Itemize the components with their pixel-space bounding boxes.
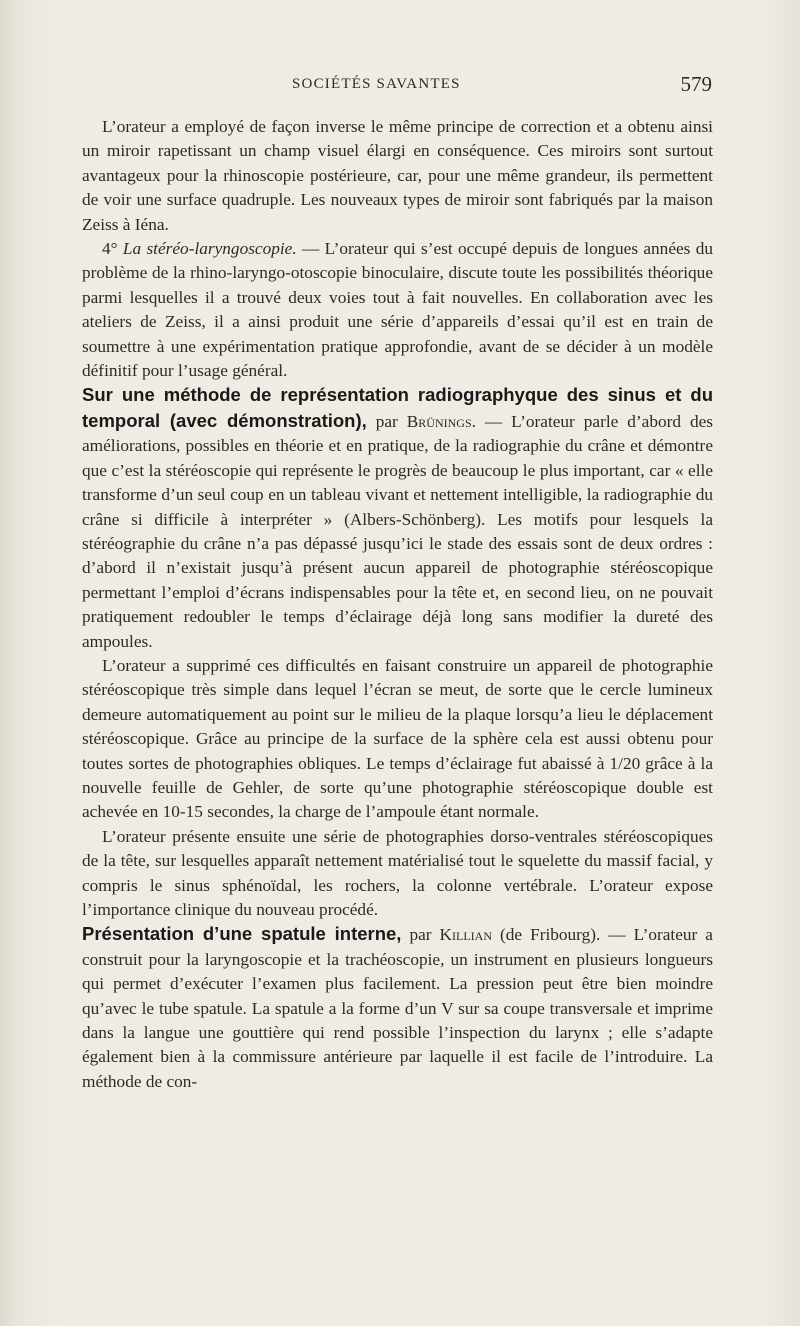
page-number: 579 bbox=[680, 72, 712, 96]
paragraph-stereo-laryngoscopy bbox=[82, 237, 713, 383]
paragraph-internal-spatula bbox=[82, 922, 713, 1094]
paragraph-radiography-method bbox=[82, 383, 713, 653]
item-number: 4° bbox=[102, 239, 118, 259]
par-word: par bbox=[366, 411, 407, 431]
paragraph-text: . — L’orateur parle d’abord des améliorations, possibles en théorie et en pratique, de la radiographie du crâne et démontre que c’est la stéréoscopie qui représente le progrès de beaucoup le plus important, car « elle transforme d’un seul coup en un tableau vivant et nettement intelligible, la radiographie du crâne si difficile à interpréter » (Albers-Schönberg). Les motifs pour lesquels la stéréographie du crâne n’a pas dépassé jusqu’ici le stade des essais sont de deux ordres : d’abord il n’existait jusqu’à présent aucun appareil de photographie stéréoscopique permettant l’emploi d’écrans indispensables pour la tête et, en second lieu, on ne pouvait pratiquement redoubler le temps d’éclairage déjà long sans modifier la dureté des ampoules. bbox=[82, 411, 713, 651]
paragraph-text: — L’orateur a construit pour la laryngoscopie et la trachéoscopie, un instrument en plusieurs longueurs qui permet d’exécuter l’examen plus facilement. La pression peut être bien moindre qu’avec le tube spatule. La spatule a la forme d’un V sur sa coupe transversale et imprime dans la langue une gouttière qui rend possible l’inspection du larynx ; elle s’adapte également bien à la commissure antérieure par laquelle il est facile de l’introduire. La méthode de con- bbox=[82, 925, 713, 1091]
section-heading-radiography: Sur une méthode de représentation radiographyque des sinus et du temporal (avec démonstration), bbox=[82, 384, 713, 431]
paragraph-dorso-ventral-photos: L’orateur présente ensuite une série de photographies dorso-ventrales stéréoscopiques de la tête, sur lesquelles apparaît nettement matérialisé tout le squelette du massif facial, y compris le sinus sphénoïdal, les rochers, la colonne vertébrale. L’orateur expose l’importance clinique du nouveau procédé. bbox=[82, 826, 713, 919]
paragraph-text: — L’orateur qui s’est occupé depuis de longues années du problème de la rhino-laryngo-otoscopie binoculaire, discute toute les possibilités théorique parmi lesquelles il a trouvé deux voies tout à fait nouvelles. En collaboration avec les ateliers de Zeiss, il a ainsi produit une série d’appareils d’essai qu’il est en train de soumettre à une expérimentation pratique approfondie, avant de se décider à un modèle définitif pour l’usage général. bbox=[82, 239, 713, 381]
page-body bbox=[82, 115, 713, 1094]
author-brunings: Brünings bbox=[406, 411, 472, 431]
paragraph-mirror-correction: L’orateur a employé de façon inverse le même principe de correction et a obtenu ainsi un miroir rapetissant un champ visuel élargi en conséquence. Ces miroirs sont surtout avantageux pour la rhinoscopie postérieure, car, pour une même grandeur, ils permettent de voir une surface quadruple. Les nouveaux types de miroir sont fabriqués par la maison Zeiss à Iéna. bbox=[82, 117, 713, 234]
author-killian: Killian bbox=[439, 925, 493, 945]
section-heading-spatula: Présentation d’une spatule interne, bbox=[82, 923, 402, 945]
page-header bbox=[82, 72, 712, 100]
par-word: par bbox=[401, 925, 440, 945]
section-title-stereo-laryngoscopy: La stéréo-laryngoscopie. bbox=[122, 239, 297, 259]
running-head: SOCIÉTÉS SAVANTES bbox=[292, 76, 461, 92]
author-affiliation: (de Fribourg). bbox=[492, 925, 601, 945]
paragraph-stereo-apparatus: L’orateur a supprimé ces difficultés en faisant construire un appareil de photographie stéréoscopique très simple dans lequel l’écran se meut, de sorte que le cercle lumineux demeure automatiquement au point sur le milieu de la plaque lorsqu’a lieu le déplacement stéréoscopique. Grâce au principe de la surface de la sphère cela est aussi obtenu pour toutes sortes de photographies obliques. Le temps d’éclairage fut abaissé à 1/20 grâce à la nouvelle feuille de Gehler, de sorte qu’une photographie stéréoscopique double est achevée en 10-15 secondes, la charge de l’ampoule étant normale. bbox=[82, 655, 713, 822]
